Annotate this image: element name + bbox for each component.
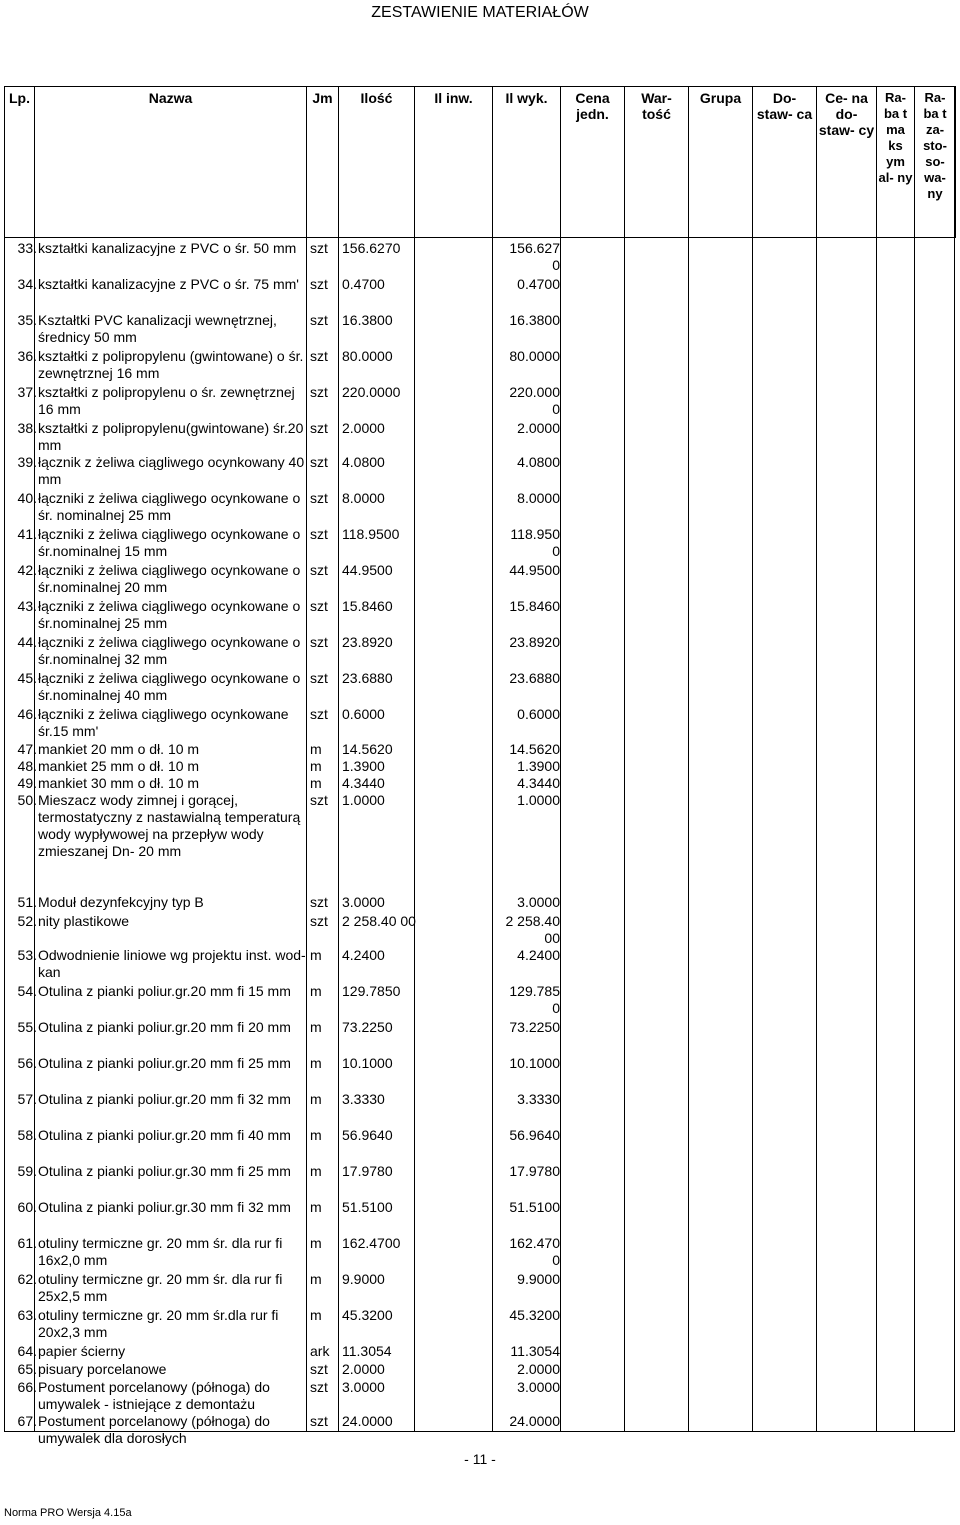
table-row <box>4 596 955 632</box>
row-name: Otulina z pianki poliur.gr.30 mm fi 32 mm <box>38 1199 291 1215</box>
header-jm: Jm <box>307 87 339 238</box>
row-unit: szt <box>310 348 328 364</box>
row-name: otuliny termiczne gr. 20 mm śr. dla rur fi 25x2,5 mm <box>38 1271 283 1304</box>
row-lp: 38. <box>17 420 37 436</box>
row-quantity-executed: 4.2400 <box>517 947 560 963</box>
row-name: Odwodnienie liniowe wg projektu inst. wod-kan <box>38 947 306 980</box>
row-unit: szt <box>310 1413 328 1429</box>
row-quantity: 51.5100 <box>342 1199 393 1215</box>
row-lp: 63. <box>17 1307 37 1323</box>
table-row <box>4 1305 955 1341</box>
row-quantity-executed: 73.2250 <box>509 1019 560 1035</box>
table-row <box>4 274 955 310</box>
row-unit: m <box>310 947 322 963</box>
row-lp: 33. <box>17 240 37 256</box>
row-quantity-executed: 4.3440 <box>517 775 560 791</box>
table-row <box>4 382 955 418</box>
row-name: kształtki z polipropylenu o śr. zewnętrznej 16 mm <box>38 384 295 417</box>
row-quantity-executed: 8.0000 <box>517 490 560 506</box>
table-row <box>4 704 955 739</box>
row-quantity-executed: 80.0000 <box>509 348 560 364</box>
row-name: łączniki z żeliwa ciągliwego ocynkowane o śr.nominalnej 32 mm <box>38 634 301 667</box>
row-quantity-executed: 45.3200 <box>509 1307 560 1323</box>
row-quantity: 11.3054 <box>342 1343 392 1359</box>
row-unit: szt <box>310 312 328 328</box>
row-quantity-executed: 56.9640 <box>509 1127 560 1143</box>
row-lp: 49. <box>17 775 37 791</box>
row-quantity: 4.0800 <box>342 454 385 470</box>
row-quantity-executed: 14.5620 <box>509 741 560 757</box>
row-unit: szt <box>310 913 328 929</box>
row-unit: m <box>310 1199 322 1215</box>
table-row <box>4 1377 955 1411</box>
row-name: Mieszacz wody zimnej i gorącej, termostatyczny z nastawialną temperaturą wody wypływowej na przepływ wody zmieszanej Dn- 20 mm <box>38 792 301 859</box>
row-lp: 54. <box>17 983 37 999</box>
row-lp: 55. <box>17 1019 37 1035</box>
header-ilosc: Ilość <box>339 87 415 238</box>
row-quantity: 156.6270 <box>342 240 401 256</box>
row-unit: m <box>310 1307 322 1323</box>
table-row <box>4 560 955 596</box>
table-row <box>4 1341 955 1359</box>
row-name: kształtki kanalizacyjne z PVC o śr. 50 mm <box>38 240 297 256</box>
row-unit: szt <box>310 706 328 722</box>
row-quantity: 56.9640 <box>342 1127 393 1143</box>
software-footer: Norma PRO Wersja 4.15a <box>4 1507 132 1519</box>
row-name: Postument porcelanowy (półnoga) do umywalek dla dorosłych <box>38 1413 270 1446</box>
table-row <box>4 310 955 346</box>
row-lp: 46. <box>17 706 37 722</box>
table-row <box>4 452 955 488</box>
row-quantity: 118.9500 <box>342 526 400 542</box>
table-row <box>4 790 955 892</box>
row-lp: 48. <box>17 758 37 774</box>
row-name: Postument porcelanowy (półnoga) do umywalek - istniejące z demontażu <box>38 1379 270 1412</box>
row-unit: m <box>310 775 322 791</box>
row-quantity-executed: 23.6880 <box>509 670 560 686</box>
row-unit: szt <box>310 276 328 292</box>
row-quantity: 3.3330 <box>342 1091 385 1107</box>
table-row <box>4 1359 955 1377</box>
row-quantity-executed: 220.000 0 <box>509 384 560 417</box>
row-lp: 57. <box>17 1091 37 1107</box>
table-row <box>4 911 955 945</box>
row-quantity-executed: 2 258.40 00 <box>505 913 560 946</box>
row-unit: szt <box>310 420 328 436</box>
table-row <box>4 739 955 756</box>
table-row <box>4 981 955 1017</box>
row-name: kształtki z polipropylenu (gwintowane) o śr. zewnętrznej 16 mm <box>38 348 304 381</box>
row-quantity-executed: 2.0000 <box>517 420 560 436</box>
row-quantity-executed: 11.3054 <box>510 1343 560 1359</box>
row-quantity: 10.1000 <box>342 1055 393 1071</box>
row-name: łączniki z żeliwa ciągliwego ocynkowane o śr.nominalnej 40 mm <box>38 670 301 703</box>
row-lp: 65. <box>17 1361 37 1377</box>
row-name: pisuary porcelanowe <box>38 1361 167 1377</box>
header-wartosc: War- tość <box>625 87 689 238</box>
table-row <box>4 1269 955 1305</box>
row-name: łączniki z żeliwa ciągliwego ocynkowane o śr.nominalnej 15 mm <box>38 526 301 559</box>
row-quantity: 3.0000 <box>342 894 385 910</box>
table-row <box>4 773 955 790</box>
row-quantity-executed: 162.470 0 <box>509 1235 560 1268</box>
row-quantity: 2.0000 <box>342 420 385 436</box>
header-lp: Lp. <box>5 87 35 238</box>
table-row <box>4 346 955 382</box>
row-quantity: 17.9780 <box>342 1163 393 1179</box>
row-name: Otulina z pianki poliur.gr.20 mm fi 25 mm <box>38 1055 291 1071</box>
row-name: otuliny termiczne gr. 20 mm śr.dla rur fi 20x2,3 mm <box>38 1307 279 1340</box>
row-lp: 52. <box>17 913 37 929</box>
row-quantity: 4.3440 <box>342 775 385 791</box>
row-unit: m <box>310 1091 322 1107</box>
row-unit: szt <box>310 384 328 400</box>
table-row <box>4 1233 955 1269</box>
row-unit: szt <box>310 634 328 650</box>
row-name: Moduł dezynfekcyjny typ B <box>38 894 204 910</box>
row-name: Otulina z pianki poliur.gr.20 mm fi 15 mm <box>38 983 291 999</box>
document-title: ZESTAWIENIE MATERIAŁÓW <box>371 4 589 21</box>
header-nazwa: Nazwa <box>35 87 307 238</box>
row-quantity: 220.0000 <box>342 384 401 400</box>
row-name: nity plastikowe <box>38 913 130 929</box>
row-quantity: 14.5620 <box>342 741 393 757</box>
row-quantity: 23.8920 <box>342 634 393 650</box>
row-lp: 39. <box>17 454 37 470</box>
header-cena-dostawcy: Ce- na do- staw- cy <box>817 87 877 238</box>
row-lp: 67. <box>17 1413 37 1429</box>
row-quantity-executed: 0.4700 <box>517 276 560 292</box>
material-rows <box>4 238 955 1447</box>
table-row <box>4 1161 955 1197</box>
row-quantity-executed: 9.9000 <box>517 1271 560 1287</box>
row-lp: 35. <box>17 312 37 328</box>
table-row <box>4 945 955 981</box>
table-row <box>4 892 955 911</box>
header-il-wyk: Il wyk. <box>493 87 561 238</box>
row-quantity-executed: 10.1000 <box>509 1055 560 1071</box>
row-name: łączniki z żeliwa ciągliwego ocynkowane o śr. nominalnej 25 mm <box>38 490 301 523</box>
header-cena: Cena jedn. <box>561 87 625 238</box>
row-quantity: 8.0000 <box>342 490 385 506</box>
row-unit: m <box>310 1055 322 1071</box>
row-quantity-executed: 24.0000 <box>509 1413 560 1429</box>
row-unit: m <box>310 1127 322 1143</box>
row-quantity: 73.2250 <box>342 1019 393 1035</box>
table-row <box>4 632 955 668</box>
row-unit: szt <box>310 598 328 614</box>
row-lp: 53. <box>17 947 37 963</box>
header-rabat-maksymalny: Ra- ba t ma ks ym al- ny <box>877 87 915 238</box>
row-name: mankiet 20 mm o dł. 10 m <box>38 741 200 757</box>
row-quantity-executed: 3.0000 <box>517 1379 560 1395</box>
row-name: Otulina z pianki poliur.gr.20 mm fi 32 mm <box>38 1091 291 1107</box>
row-quantity: 9.9000 <box>342 1271 385 1287</box>
row-lp: 50. <box>17 792 37 808</box>
row-lp: 37. <box>17 384 37 400</box>
row-name: łączniki z żeliwa ciągliwego ocynkowane o śr.nominalnej 25 mm <box>38 598 301 631</box>
row-quantity: 44.9500 <box>342 562 393 578</box>
row-quantity: 15.8460 <box>342 598 393 614</box>
row-unit: m <box>310 1235 322 1251</box>
row-unit: szt <box>310 792 328 808</box>
row-lp: 40. <box>17 490 37 506</box>
row-quantity: 0.6000 <box>342 706 385 722</box>
row-quantity-executed: 3.0000 <box>517 894 560 910</box>
row-lp: 44. <box>17 634 37 650</box>
row-unit: ark <box>310 1343 330 1359</box>
row-name: łączniki z żeliwa ciągliwego ocynkowane śr.15 mm' <box>38 706 289 739</box>
table-row <box>4 418 955 452</box>
table-row <box>4 488 955 524</box>
row-quantity: 16.3800 <box>342 312 393 328</box>
row-quantity: 2.0000 <box>342 1361 385 1377</box>
row-unit: szt <box>310 526 328 542</box>
table-row <box>4 238 955 274</box>
row-quantity-executed: 118.950 0 <box>510 526 560 559</box>
row-name: łączniki z żeliwa ciągliwego ocynkowane o śr.nominalnej 20 mm <box>38 562 301 595</box>
row-unit: szt <box>310 894 328 910</box>
row-unit: m <box>310 741 322 757</box>
row-quantity: 1.0000 <box>342 792 385 808</box>
row-lp: 66. <box>17 1379 37 1395</box>
row-unit: m <box>310 1271 322 1287</box>
row-unit: szt <box>310 240 328 256</box>
table-row <box>4 1411 955 1447</box>
row-name: papier ścierny <box>38 1343 126 1359</box>
row-quantity-executed: 17.9780 <box>509 1163 560 1179</box>
row-lp: 64. <box>17 1343 37 1359</box>
row-quantity-executed: 0.6000 <box>517 706 560 722</box>
row-name: mankiet 30 mm o dł. 10 m <box>38 775 200 791</box>
row-quantity: 4.2400 <box>342 947 385 963</box>
row-name: Kształtki PVC kanalizacji wewnętrznej, średnicy 50 mm <box>38 312 277 345</box>
row-quantity: 3.0000 <box>342 1379 385 1395</box>
row-name: mankiet 25 mm o dł. 10 m <box>38 758 200 774</box>
row-quantity: 0.4700 <box>342 276 385 292</box>
table-row <box>4 1053 955 1089</box>
row-quantity-executed: 1.0000 <box>517 792 560 808</box>
row-quantity-executed: 51.5100 <box>509 1199 560 1215</box>
table-row <box>4 1125 955 1161</box>
row-name: kształtki kanalizacyjne z PVC o śr. 75 mm' <box>38 276 299 292</box>
row-unit: m <box>310 1163 322 1179</box>
row-unit: szt <box>310 670 328 686</box>
row-quantity: 129.7850 <box>342 983 401 999</box>
row-lp: 34. <box>17 276 37 292</box>
page-number: - 11 - <box>464 1451 496 1467</box>
row-quantity: 162.4700 <box>342 1235 401 1251</box>
header-dostawca: Do- staw- ca <box>753 87 817 238</box>
row-quantity: 80.0000 <box>342 348 393 364</box>
row-lp: 47. <box>17 741 37 757</box>
row-lp: 62. <box>17 1271 37 1287</box>
row-quantity-executed: 16.3800 <box>509 312 560 328</box>
row-quantity-executed: 15.8460 <box>509 598 560 614</box>
row-lp: 45. <box>17 670 37 686</box>
row-lp: 41. <box>17 526 37 542</box>
row-quantity: 1.3900 <box>342 758 385 774</box>
table-row <box>4 524 955 560</box>
row-lp: 59. <box>17 1163 37 1179</box>
row-quantity-executed: 3.3330 <box>517 1091 560 1107</box>
row-lp: 61. <box>17 1235 37 1251</box>
table-header <box>4 86 956 238</box>
table-row <box>4 756 955 773</box>
row-lp: 60. <box>17 1199 37 1215</box>
table-row <box>4 668 955 704</box>
row-unit: szt <box>310 1361 328 1377</box>
row-unit: m <box>310 983 322 999</box>
row-quantity-executed: 44.9500 <box>509 562 560 578</box>
row-quantity: 24.0000 <box>342 1413 393 1429</box>
row-name: otuliny termiczne gr. 20 mm śr. dla rur fi 16x2,0 mm <box>38 1235 283 1268</box>
row-lp: 43. <box>17 598 37 614</box>
row-unit: szt <box>310 490 328 506</box>
header-il-inw: Il inw. <box>415 87 493 238</box>
table-row <box>4 1197 955 1233</box>
row-unit: m <box>310 758 322 774</box>
row-unit: szt <box>310 562 328 578</box>
row-unit: szt <box>310 1379 328 1395</box>
header-rabat-zastosowany: Ra- ba t za- sto- so- wa- ny <box>915 87 956 238</box>
row-lp: 51. <box>17 894 37 910</box>
row-unit: szt <box>310 454 328 470</box>
header-grupa: Grupa <box>689 87 753 238</box>
row-quantity: 2 258.40 00 <box>342 913 416 929</box>
row-name: kształtki z polipropylenu(gwintowane) śr.20 mm <box>38 420 304 453</box>
row-lp: 36. <box>17 348 37 364</box>
row-quantity-executed: 23.8920 <box>509 634 560 650</box>
row-quantity: 23.6880 <box>342 670 393 686</box>
table-row <box>4 1017 955 1053</box>
row-name: łącznik z żeliwa ciągliwego ocynkowany 40 mm <box>38 454 305 487</box>
row-name: Otulina z pianki poliur.gr.30 mm fi 25 mm <box>38 1163 291 1179</box>
row-name: Otulina z pianki poliur.gr.20 mm fi 40 mm <box>38 1127 291 1143</box>
row-quantity-executed: 1.3900 <box>517 758 560 774</box>
row-quantity-executed: 2.0000 <box>517 1361 560 1377</box>
row-quantity: 45.3200 <box>342 1307 393 1323</box>
table-row <box>4 1089 955 1125</box>
row-quantity-executed: 129.785 0 <box>509 983 560 1016</box>
row-lp: 42. <box>17 562 37 578</box>
row-quantity-executed: 4.0800 <box>517 454 560 470</box>
row-quantity-executed: 156.627 0 <box>509 240 560 273</box>
row-name: Otulina z pianki poliur.gr.20 mm fi 20 mm <box>38 1019 291 1035</box>
row-lp: 56. <box>17 1055 37 1071</box>
row-lp: 58. <box>17 1127 37 1143</box>
row-unit: m <box>310 1019 322 1035</box>
